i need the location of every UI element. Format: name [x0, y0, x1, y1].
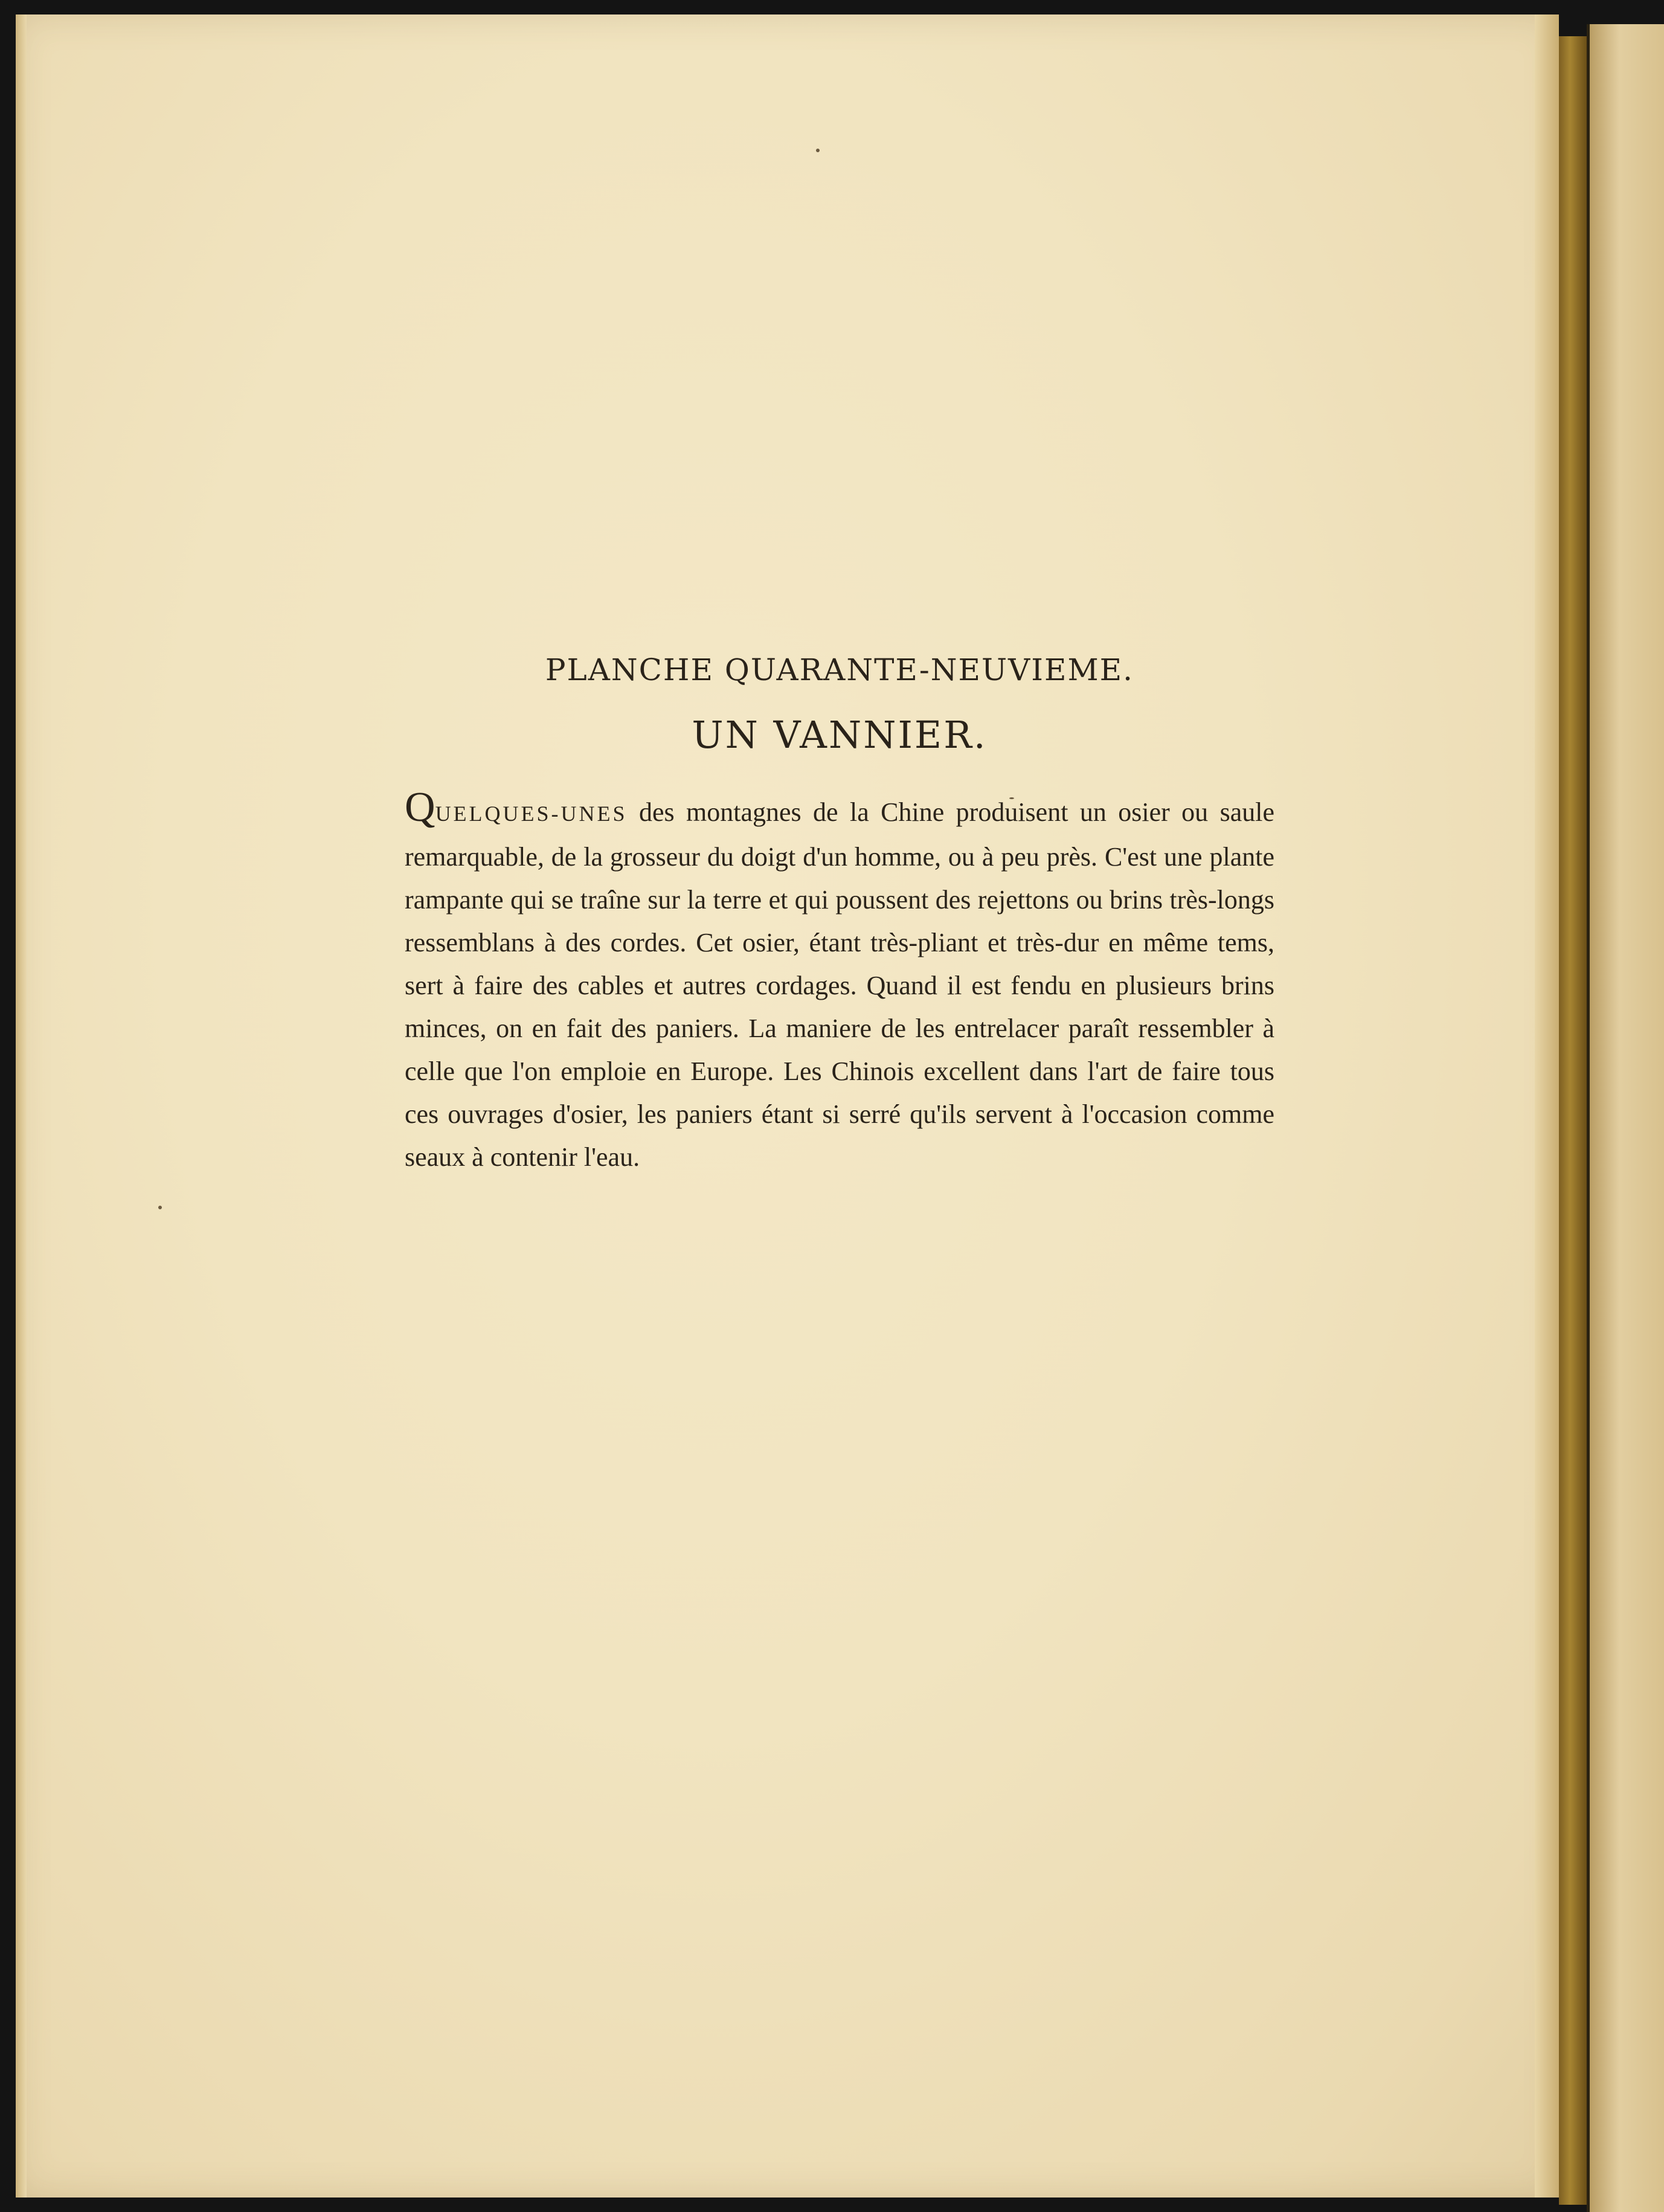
- paper-speck: [816, 149, 820, 152]
- drop-initial: Q: [405, 784, 435, 831]
- page-right-edge: [1535, 14, 1559, 2198]
- adjacent-page-edge: [1590, 24, 1664, 2212]
- body-paragraph: [405, 784, 1274, 1178]
- paper-speck: [158, 1206, 162, 1209]
- page-left-edge: [16, 14, 27, 2198]
- body-text: des montagnes de la Chine produisent un osier ou saule remarquable, de la grosseur du doigt d'un homme, ou à peu près. C'est une plante rampante qui se traîne sur la terre et qui poussent des rejettons ou brins très-longs ressemblans à des cordes. Cet osier, étant très-pliant et très-dur en même tems, sert à faire des cables et autres cordages. Quand il est fendu en plusieurs brins minces, on en fait des paniers. La maniere de les entrelacer paraît ressembler à celle que l'on emploie en Europe. Les Chinois excellent dans l'art de faire tous ces ouvrages d'osier, les paniers étant si serré qu'ils servent à l'occasion comme seaux à contenir l'eau.: [405, 797, 1274, 1172]
- opening-smallcaps: UELQUES-UNES: [435, 802, 628, 826]
- page-title: UN VANNIER.: [692, 713, 988, 757]
- text-block: [405, 652, 1274, 1178]
- book-gutter: [1559, 36, 1587, 2205]
- plate-heading: PLANCHE QUARANTE-NEUVIEME.: [545, 652, 1134, 687]
